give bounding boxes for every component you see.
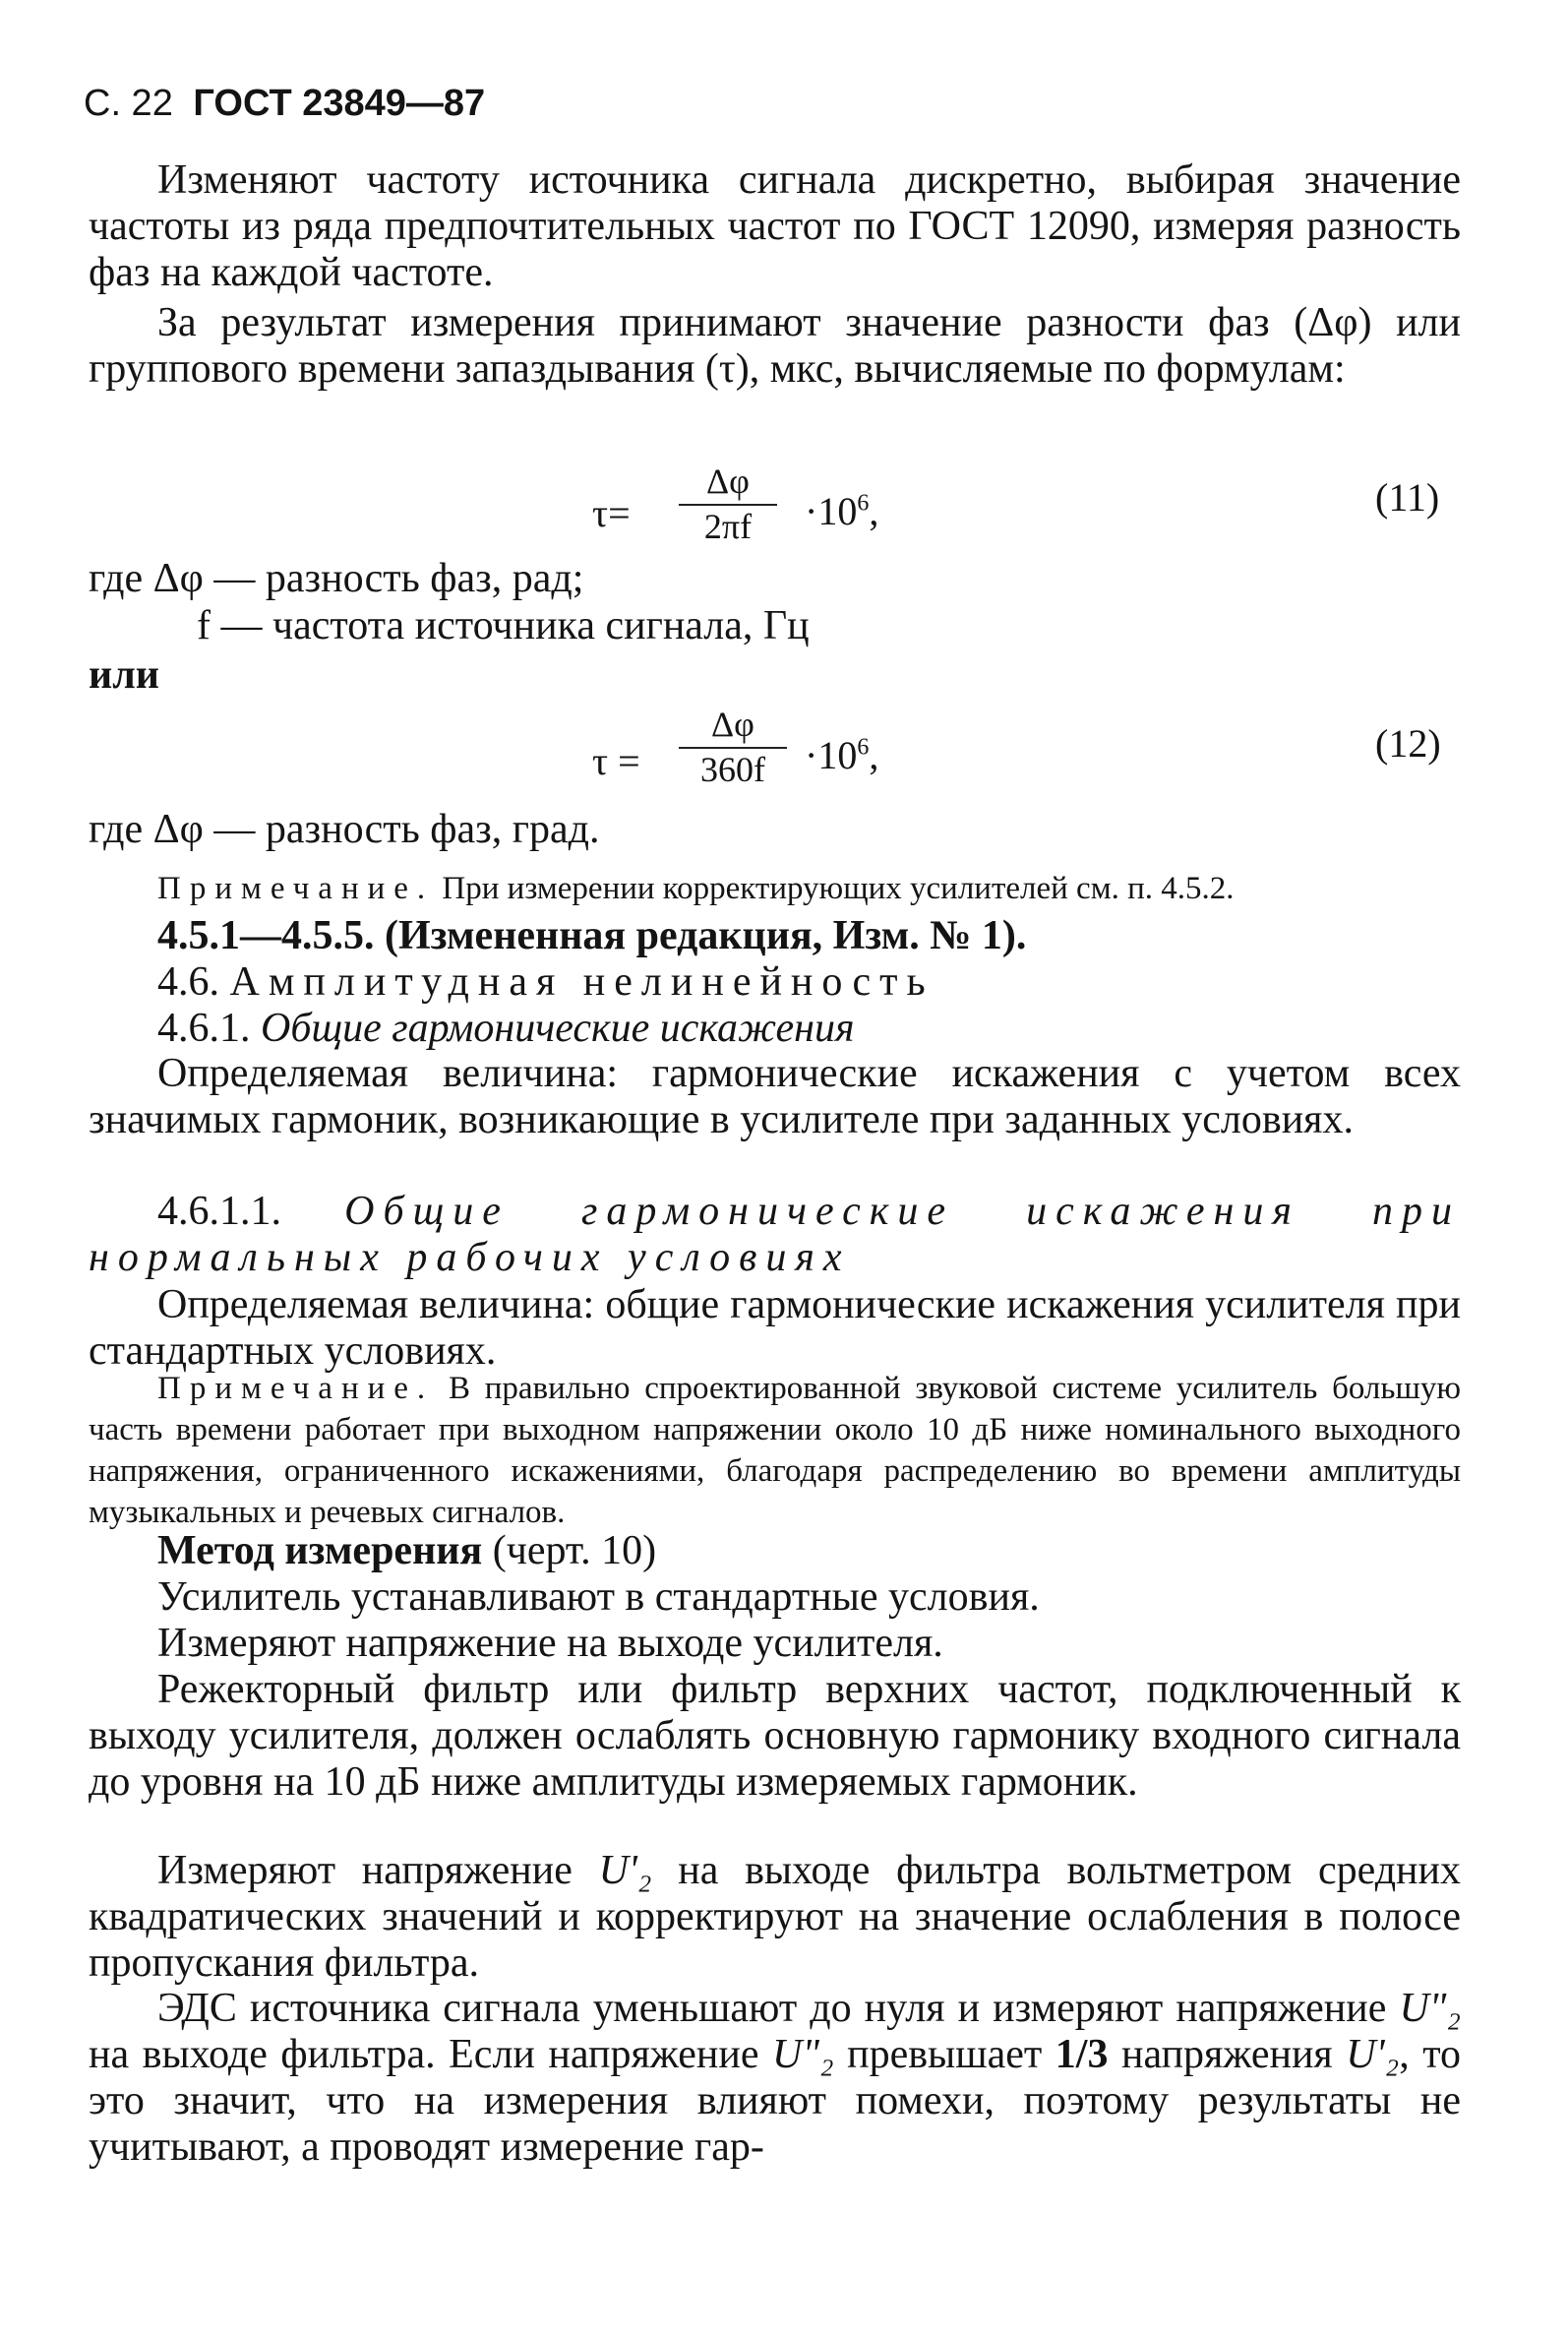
- paragraph-noise-check: ЭДС источника сигнала уменьшают до нуля и измеряют напряжение U"₂ на выходе фильтра. Если напряжение U"₂ превышает 1/3 напряжения U'₂, то это значит, что на измерения влияют помехи, поэтому результаты не учитывают, а проводят измерение гар-: [89, 1986, 1462, 2170]
- formula-12-fraction: $\frac{\Delta\varphi}{360f}$: [679, 704, 787, 790]
- paragraph-notch-filter: Режекторный фильтр или фильтр верхних частот, подключенный к выходу усилителя, должен ослаблять основную гармонику входного сигнала до уровня на 10 дБ ниже амплитуды измеряемых гармоник.: [89, 1667, 1461, 1805]
- paragraph-measure-u2-prime: Измеряют напряжение U'₂ на выходе фильтра вольтметром средних квадратических значений и корректируют на значение ослабления в полосе пропускания фильтра.: [89, 1848, 1462, 1986]
- page-header: [84, 83, 485, 125]
- amendment-note: 4.5.1—4.5.5. (Измененная редакция, Изм. № 1).: [157, 913, 1027, 958]
- paragraph-measured-quantity-2: Определяемая величина: общие гармонические искажения усилителя при стандартных условиях.: [89, 1282, 1461, 1374]
- equation-number-12: (12): [1375, 721, 1441, 766]
- document-page: С. 22 ГОСТ 23849—87 Изменяют частоту источника сигнала дискретно, выбирая значение частоты из ряда предпочтительных частот по ГОСТ 12090, измеряя разность фаз на каждой частоте. За результат измерения принимают значение разности фаз (Δφ) или группового времени запаздывания (τ), мкс, вычисляемые по формулам: τ= $\frac{\Delta\varphi}{2\pi f}$ $\cdot 10^6$, (11) где Δφ — разность фаз, рад; f — частота источника сигнала, Гц или τ = $\frac{\Delta\varphi}{360f}$ $\cdot 10^6$, (12) где Δφ — разность фаз, град. Примечание. При измерении корректирующих усилителей см. п. 4.5.2. 4.5.1—4.5.5. (Измененная редакция, Изм. № 1). 4.6. Амплитудная нелинейность 4.6.1. Общие гармонические искажения Определяемая величина: гармонические искажения с учетом всех значимых гармоник, возникающие в усилителе при заданных условиях. 4.6.1.1. Общие гармонические искажения при нормальных рабочих условиях Определяемая величина: общие гармонические искажения усилителя при стандартных условиях. Примечание. В правильно спроектированной звуковой системе усилитель большую часть времени работает при выходном напряжении около 10 дБ ниже номинального выходного напряжения, ограниченного искажениями, благодаря распределению во времени амплитуды музыкальных и речевых сигналов. Метод измерения (черт. 10) Усилитель устанавливают в стандартные условия. Измеряют напряжение на выходе усилителя. Режекторный фильтр или фильтр верхних частот, подключенный к выходу усилителя, должен ослаблять основную гармонику входного сигнала до уровня на 10 дБ ниже амплитуды измеряемых гармоник. Измеряют напряжение U'₂ на выходе фильтра вольтметром средних квадратических значений и корректируют на значение ослабления в полосе пропускания фильтра. ЭДС источника сигнала уменьшают до нуля и измеряют напряжение U"₂ на выходе фильтра. Если напряжение U"₂ превышает 1/3 напряжения U'₂, то это значит, что на измерения влияют помехи, поэтому результаты не учитывают, а проводят измерение гар-: [84, 83, 1462, 2170]
- where-delta-phi-deg: где Δφ — разность фаз, град.: [89, 807, 600, 852]
- paragraph-standard-conditions: Усилитель устанавливают в стандартные условия.: [157, 1574, 1040, 1620]
- page-number: С. 22: [84, 83, 173, 124]
- paragraph-measure-output: Измеряют напряжение на выходе усилителя.: [157, 1621, 943, 1666]
- or-label: или: [89, 652, 159, 698]
- section-4-6-1-1-heading: 4.6.1.1. Общие гармонические искажения при нормальных рабочих условиях: [89, 1189, 1462, 1280]
- where-frequency: f — частота источника сигнала, Гц: [197, 603, 810, 648]
- equation-number-11: (11): [1375, 475, 1440, 520]
- paragraph-frequency-change: Изменяют частоту источника сигнала дискретно, выбирая значение частоты из ряда предпочтительных частот по ГОСТ 12090, измеряя разность фаз на каждой частоте.: [89, 157, 1461, 295]
- formula-11-fraction: $\frac{\Delta\varphi}{2\pi f}$: [679, 461, 777, 547]
- section-4-6-1-heading: 4.6.1. Общие гармонические искажения: [157, 1006, 855, 1051]
- paragraph-result-definition: За результат измерения принимают значение разности фаз (Δφ) или группового времени запаздывания (τ), мкс, вычисляемые по формулам:: [89, 300, 1461, 392]
- standard-id: ГОСТ 23849—87: [193, 83, 486, 124]
- note-amplifier-operation: Примечание. В правильно спроектированной звуковой системе усилитель большую часть времени работает при выходном напряжении около 10 дБ ниже номинального выходного напряжения, ограниченного искажениями, благодаря распределению во времени амплитуды музыкальных и речевых сигналов.: [89, 1371, 1462, 1530]
- where-delta-phi-rad: где Δφ — разность фаз, рад;: [89, 556, 584, 601]
- paragraph-measured-quantity-1: Определяемая величина: гармонические искажения с учетом всех значимых гармоник, возникающие в усилителе при заданных условиях.: [89, 1051, 1461, 1142]
- note-correcting-amplifiers: Примечание. При измерении корректирующих усилителей см. п. 4.5.2.: [157, 871, 1235, 906]
- measurement-method-heading: Метод измерения (черт. 10): [157, 1528, 657, 1573]
- section-4-6-heading: 4.6. Амплитудная нелинейность: [157, 959, 935, 1005]
